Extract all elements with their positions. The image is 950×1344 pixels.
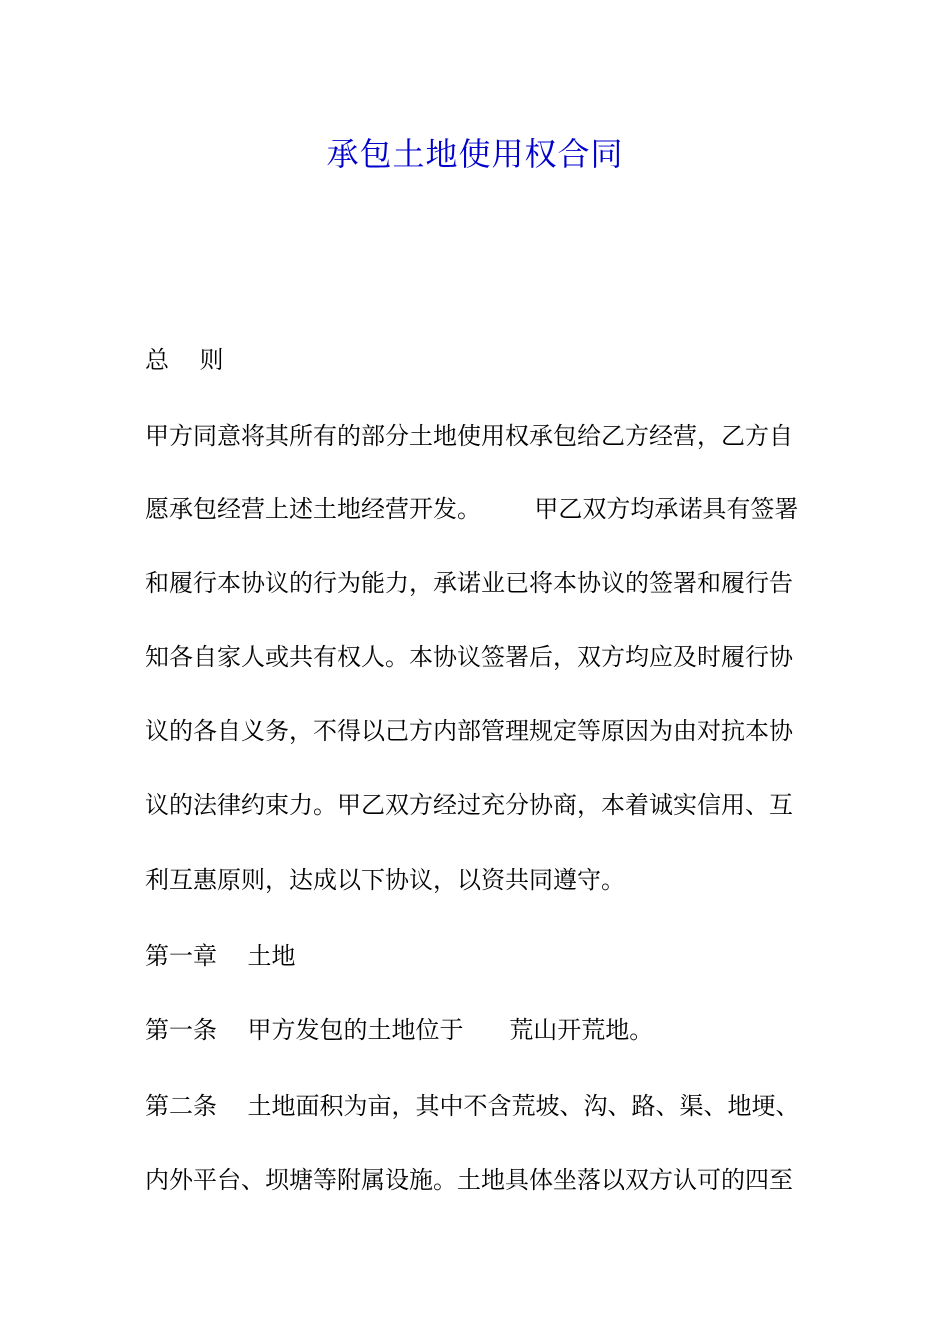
article-line: 内外平台、坝塘等附属设施。土地具体坐落以双方认可的四至 bbox=[145, 1166, 793, 1194]
section-heading-general: 总 则 bbox=[145, 346, 224, 374]
document-title: 承包土地使用权合同 bbox=[326, 135, 624, 173]
paragraph-line: 利互惠原则，达成以下协议，以资共同遵守。 bbox=[145, 866, 625, 894]
paragraph-line: 甲方同意将其所有的部分土地使用权承包给乙方经营，乙方自 bbox=[145, 422, 793, 450]
paragraph-line: 知各自家人或共有权人。本协议签署后，双方均应及时履行协 bbox=[145, 643, 793, 671]
chapter-heading: 第一章 土地 bbox=[145, 942, 296, 970]
paragraph-line: 愿承包经营上述土地经营开发。 甲乙双方均承诺具有签署 bbox=[145, 495, 799, 523]
article-line: 第二条 土地面积为亩，其中不含荒坡、沟、路、渠、地埂、 bbox=[145, 1092, 800, 1120]
paragraph-line: 和履行本协议的行为能力，承诺业已将本协议的签署和履行告 bbox=[145, 569, 793, 597]
article-line: 第一条 甲方发包的土地位于 荒山开荒地。 bbox=[145, 1016, 654, 1044]
paragraph-line: 议的法律约束力。甲乙双方经过充分协商，本着诚实信用、互 bbox=[145, 791, 793, 819]
paragraph-line: 议的各自义务，不得以己方内部管理规定等原因为由对抗本协 bbox=[145, 717, 793, 745]
